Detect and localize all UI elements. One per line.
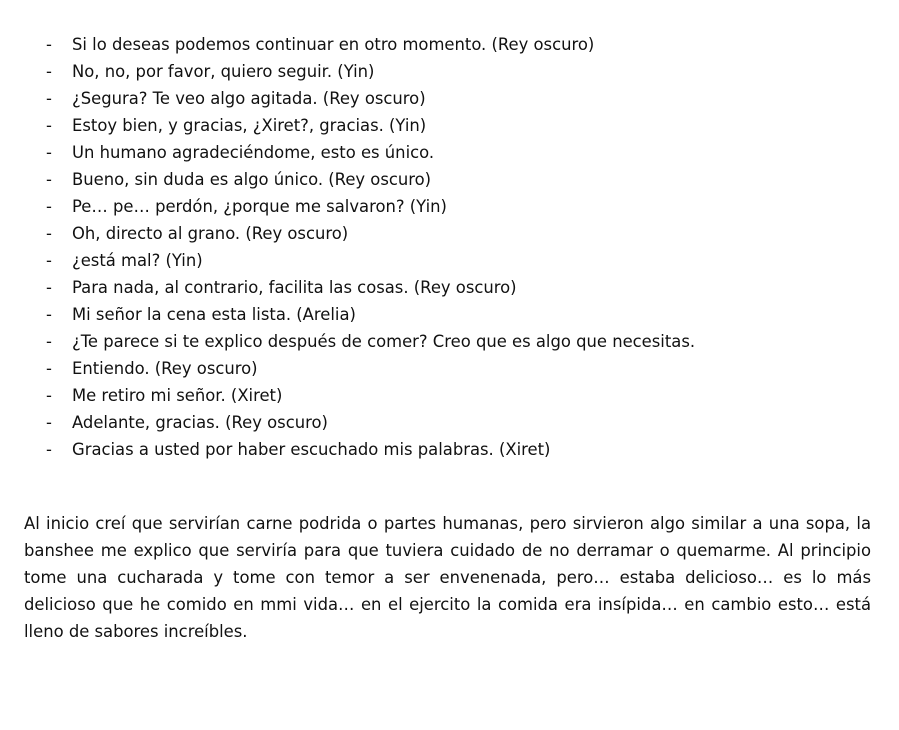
dialogue-text: Si lo deseas podemos continuar en otro momento. (Rey oscuro) xyxy=(72,35,595,54)
narrative-paragraph: Al inicio creí que servirían carne podrida o partes humanas, pero sirvieron algo similar a una sopa, la banshee me explico que serviría para que tuviera cuidado de no derramar o quemarme. Al principio tome una cucharada y tome con temor a ser envenenada, pero… estaba delicioso… es lo más delicioso que he comido en mmi vida… en el ejercito la comida era insípida… en cambio esto… está lleno de sabores increíbles. xyxy=(24,514,871,641)
bullet-dash: - xyxy=(46,89,52,108)
dialogue-text: Pe… pe… perdón, ¿porque me salvaron? (Yin) xyxy=(72,197,447,216)
dialogue-text: Mi señor la cena esta lista. (Arelia) xyxy=(72,305,356,324)
dialogue-line xyxy=(46,274,866,301)
bullet-dash: - xyxy=(46,413,52,432)
bullet-dash: - xyxy=(46,440,52,459)
dialogue-line xyxy=(46,193,866,220)
bullet-dash: - xyxy=(46,62,52,81)
dialogue-line xyxy=(46,166,866,193)
bullet-dash: - xyxy=(46,116,52,135)
dialogue-line xyxy=(46,58,866,85)
bullet-dash: - xyxy=(46,278,52,297)
dialogue-text: Me retiro mi señor. (Xiret) xyxy=(72,386,283,405)
dialogue-text: Oh, directo al grano. (Rey oscuro) xyxy=(72,224,349,243)
dialogue-text: Entiendo. (Rey oscuro) xyxy=(72,359,258,378)
bullet-dash: - xyxy=(46,143,52,162)
dialogue-line xyxy=(46,409,866,436)
dialogue-line xyxy=(46,112,866,139)
bullet-dash: - xyxy=(46,386,52,405)
dialogue-text: Gracias a usted por haber escuchado mis palabras. (Xiret) xyxy=(72,440,551,459)
dialogue-text: Bueno, sin duda es algo único. (Rey oscuro) xyxy=(72,170,432,189)
dialogue-list xyxy=(46,31,866,463)
bullet-dash: - xyxy=(46,35,52,54)
bullet-dash: - xyxy=(46,332,52,351)
dialogue-line xyxy=(46,301,866,328)
dialogue-line xyxy=(46,247,866,274)
dialogue-line xyxy=(46,382,866,409)
dialogue-text: ¿está mal? (Yin) xyxy=(72,251,203,270)
dialogue-line xyxy=(46,85,866,112)
dialogue-line xyxy=(46,139,866,166)
dialogue-text: ¿Segura? Te veo algo agitada. (Rey oscuro) xyxy=(72,89,426,108)
bullet-dash: - xyxy=(46,224,52,243)
dialogue-line xyxy=(46,355,866,382)
dialogue-text: No, no, por favor, quiero seguir. (Yin) xyxy=(72,62,375,81)
bullet-dash: - xyxy=(46,359,52,378)
dialogue-line xyxy=(46,31,866,58)
dialogue-text: Para nada, al contrario, facilita las cosas. (Rey oscuro) xyxy=(72,278,517,297)
bullet-dash: - xyxy=(46,251,52,270)
bullet-dash: - xyxy=(46,305,52,324)
dialogue-line xyxy=(46,436,866,463)
dialogue-text: Adelante, gracias. (Rey oscuro) xyxy=(72,413,328,432)
bullet-dash: - xyxy=(46,197,52,216)
dialogue-line xyxy=(46,328,866,355)
bullet-dash: - xyxy=(46,170,52,189)
dialogue-text: ¿Te parece si te explico después de comer? Creo que es algo que necesitas. xyxy=(72,332,696,351)
dialogue-text: Estoy bien, y gracias, ¿Xiret?, gracias. (Yin) xyxy=(72,116,427,135)
dialogue-text: Un humano agradeciéndome, esto es único. xyxy=(72,143,435,162)
dialogue-line xyxy=(46,220,866,247)
